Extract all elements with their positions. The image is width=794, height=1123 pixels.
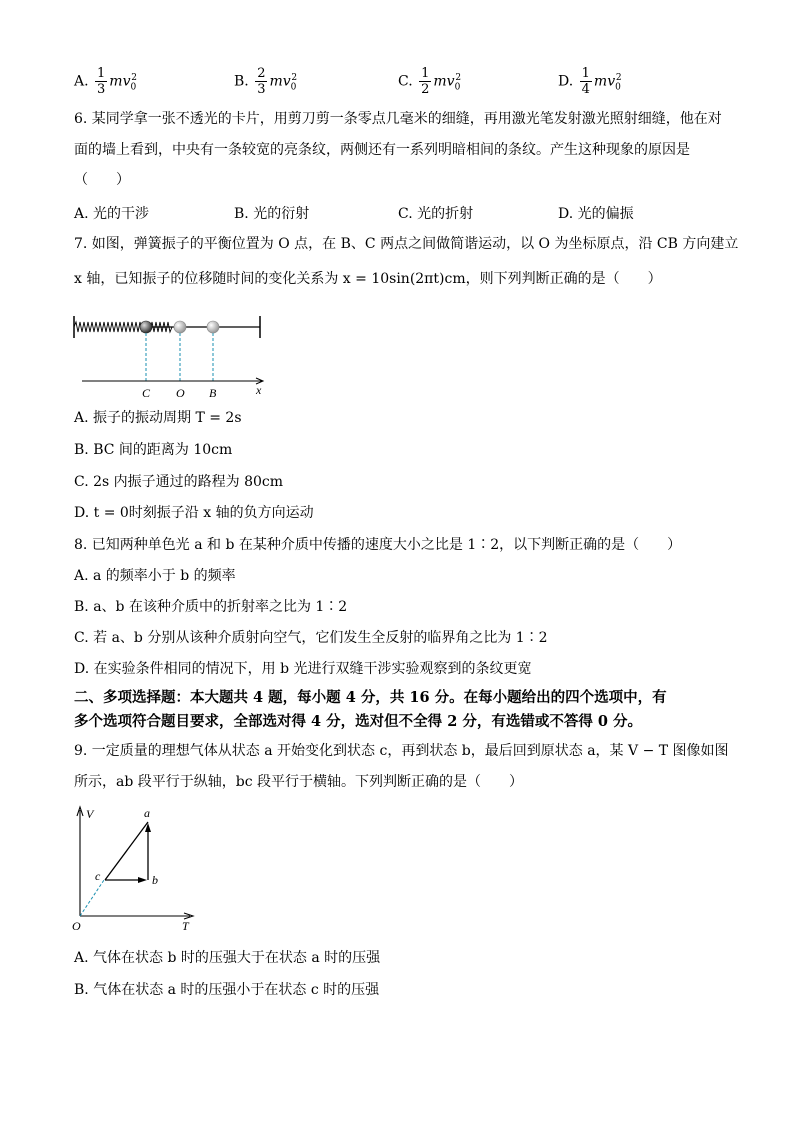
label-o: O	[176, 386, 185, 398]
q6-option-a: A. 光的干涉	[74, 206, 150, 222]
q5-option-a: A. $\frac{1}{3}$ $mv_0^2$	[74, 66, 137, 97]
q9-option-a: A. 气体在状态 b 时的压强大于在状态 a 时的压强	[74, 950, 381, 966]
fraction: $\frac{2}{3}$	[257, 66, 266, 97]
q5-option-b: B. $\frac{2}{3}$ $mv_0^2$	[234, 66, 298, 97]
q8-stem: 8. 已知两种单色光 a 和 b 在某种介质中传播的速度大小之比是 1∶2，以下判断正确的是（ ）	[74, 537, 682, 553]
q6-stem-line1: 6. 某同学拿一张不透光的卡片，用剪刀剪一条零点几毫米的细缝，再用激光笔发射激光照射细缝，他在对	[74, 111, 722, 127]
section2-heading-line2: 多个选项符合题目要求，全部选对得 4 分，选对但不全得 2 分，有选错或不答得 0 分。	[74, 713, 643, 730]
section2-heading-line1: 二、多项选择题：本大题共 4 题，每小题 4 分，共 16 分。在每小题给出的四个选项中，有	[74, 689, 667, 706]
q9-stem-line1: 9. 一定质量的理想气体从状态 a 开始变化到状态 c，再到状态 b，最后回到原状态 a，某 V − T 图像如图	[74, 743, 729, 759]
q8-option-d: D. 在实验条件相同的情况下，用 b 光进行双缝干涉实验观察到的条纹更宽	[74, 661, 532, 677]
q7-stem-line1: 7. 如图，弹簧振子的平衡位置为 O 点，在 B、C 两点之间做简谐运动，以 O 为坐标原点，沿 CB 方向建立	[74, 236, 739, 252]
q7-option-c: C. 2s 内振子通过的路程为 80cm	[74, 474, 284, 490]
label-a: a	[144, 806, 150, 820]
label-c: C	[142, 386, 151, 398]
q7-option-a: A. 振子的振动周期 T = 2s	[74, 410, 242, 426]
label-v: V	[86, 807, 94, 821]
q5-option-c: C. $\frac{1}{2}$ $mv_0^2$	[398, 66, 462, 97]
ball-at-b	[207, 321, 219, 333]
segment-ac	[105, 822, 148, 880]
q5-option-d: D. $\frac{1}{4}$ $mv_0^2$	[558, 66, 622, 97]
arrow-cb	[138, 877, 147, 883]
q6-stem-line2: 面的墙上看到，中央有一条较宽的亮条纹，两侧还有一系列明暗相间的条纹。产生这种现象的原因是	[74, 142, 690, 158]
vt-graph-figure	[68, 802, 198, 934]
q8-option-c: C. 若 a、b 分别从该种介质射向空气，它们发生全反射的临界角之比为 1∶2	[74, 630, 548, 646]
q7-option-d: D. t = 0时刻振子沿 x 轴的负方向运动	[74, 505, 314, 521]
q8-option-a: A. a 的频率小于 b 的频率	[74, 568, 236, 584]
label-x: x	[256, 383, 262, 397]
label-o: O	[72, 919, 81, 933]
q9-stem-line2: 所示，ab 段平行于纵轴，bc 段平行于横轴。下列判断正确的是（ ）	[74, 774, 524, 790]
fraction: $\frac{1}{2}$	[421, 66, 430, 97]
label-b: B	[209, 386, 217, 398]
q8-option-b: B. a、b 在该种介质中的折射率之比为 1∶2	[74, 599, 348, 615]
label-b: b	[152, 873, 158, 887]
label-c: c	[95, 869, 101, 883]
ball-at-o	[174, 321, 186, 333]
label-t: T	[182, 919, 189, 933]
q6-option-d: D. 光的偏振	[558, 206, 634, 222]
q7-option-b: B. BC 间的距离为 10cm	[74, 442, 233, 458]
q9-option-b: B. 气体在状态 a 时的压强小于在状态 c 时的压强	[74, 982, 380, 998]
q6-option-b: B. 光的衍射	[234, 206, 310, 222]
dash-origin-c	[80, 880, 104, 916]
ball-at-c	[140, 321, 152, 333]
q6-stem-line3: （ ）	[74, 172, 130, 188]
q6-option-c: C. 光的折射	[398, 206, 474, 222]
fraction: $\frac{1}{4}$	[581, 66, 590, 97]
spring-oscillator-figure	[66, 308, 276, 398]
fraction: $\frac{1}{3}$	[97, 66, 106, 97]
q7-stem-line2: x 轴，已知振子的位移随时间的变化关系为 x = 10sin(2πt)cm，则下列判断正确的是（ ）	[74, 271, 662, 287]
